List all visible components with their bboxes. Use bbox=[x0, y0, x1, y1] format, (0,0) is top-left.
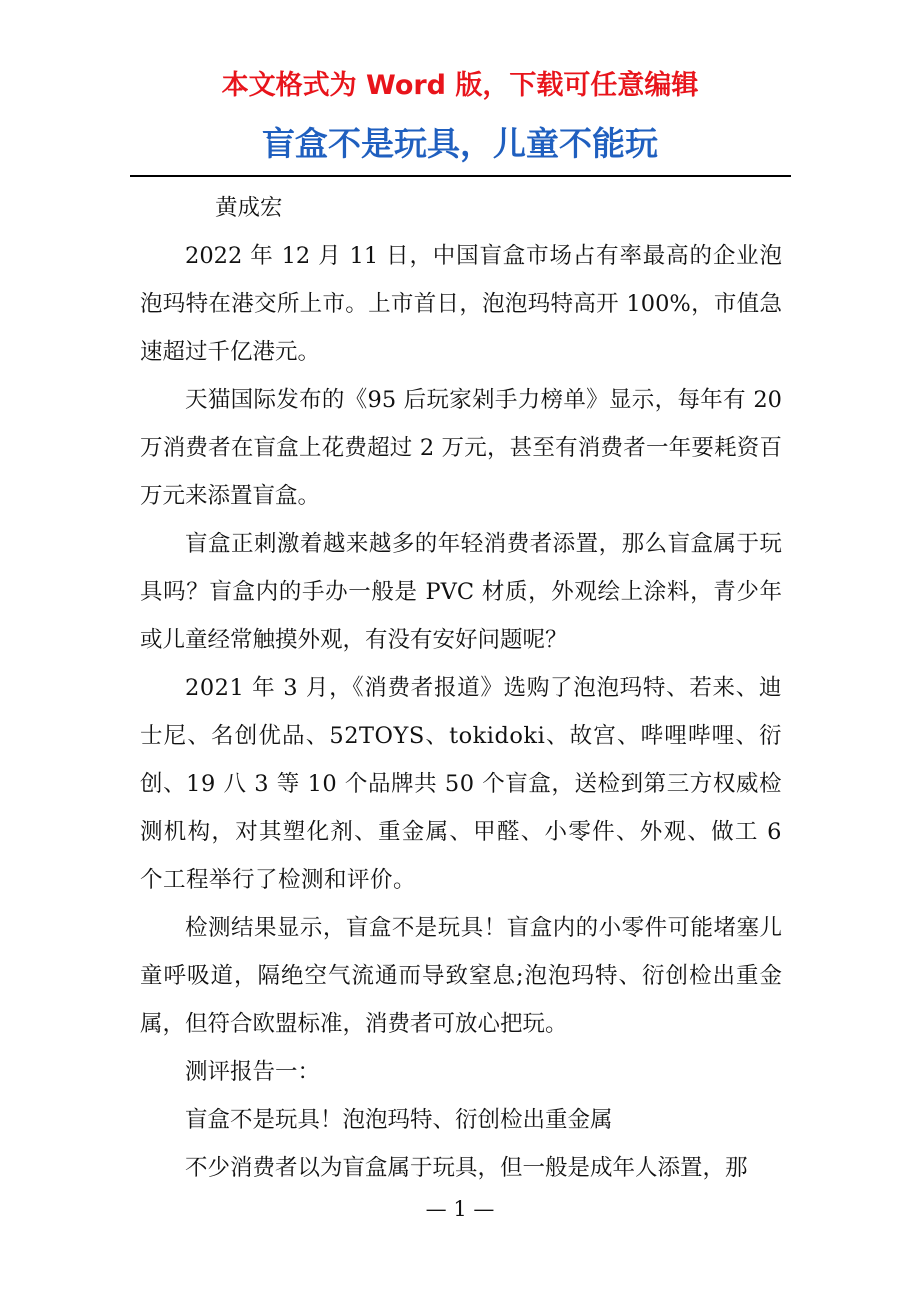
download-notice: 本文格式为 Word 版，下载可任意编辑 bbox=[221, 70, 699, 101]
author-name: 黄成宏 bbox=[215, 195, 283, 221]
paragraph-3: 盲盒正刺激着越来越多的年轻消费者添置，那么盲盒属于玩具吗？盲盒内的手办一般是 PVC 材质，外观绘上涂料，青少年或儿童经常触摸外观，有没有安好问题呢？ bbox=[140, 531, 782, 653]
paragraph-5: 检测结果显示，盲盒不是玩具！盲盒内的小零件可能堵塞儿童呼吸道，隔绝空气流通而导致窒息;泡泡玛特、衍创检出重金属，但符合欧盟标准，消费者可放心把玩。 bbox=[140, 915, 782, 1037]
title-divider bbox=[130, 175, 791, 177]
article-body bbox=[140, 184, 782, 1192]
page-title: 盲盒不是玩具，儿童不能玩 bbox=[262, 124, 658, 163]
paragraph-2: 天猫国际发布的《95 后玩家剁手力榜单》显示，每年有 20 万消费者在盲盒上花费超过 2 万元，甚至有消费者一年要耗资百万元来添置盲盒。 bbox=[140, 387, 782, 509]
section-heading: 盲盒不是玩具！泡泡玛特、衍创检出重金属 bbox=[185, 1107, 613, 1133]
section-label: 测评报告一： bbox=[185, 1059, 321, 1085]
paragraph-1: 2022 年 12 月 11 日，中国盲盒市场占有率最高的企业泡泡玛特在港交所上市。上市首日，泡泡玛特高开 100%，市值急速超过千亿港元。 bbox=[140, 243, 782, 365]
page-number: — 1 — bbox=[425, 1197, 495, 1221]
paragraph-6: 不少消费者以为盲盒属于玩具，但一般是成年人添置，那 bbox=[185, 1155, 748, 1181]
paragraph-4: 2021 年 3 月，《消费者报道》选购了泡泡玛特、若来、迪士尼、名创优品、52TOYS、tokidoki、故宫、哔哩哔哩、衍创、19 八 3 等 10 个品牌共 50 个盲盒，送检到第三方权威检测机构，对其塑化剂、重金属、甲醛、小零件、外观、做工 6 个工程举行了检测和评价。 bbox=[140, 675, 782, 893]
